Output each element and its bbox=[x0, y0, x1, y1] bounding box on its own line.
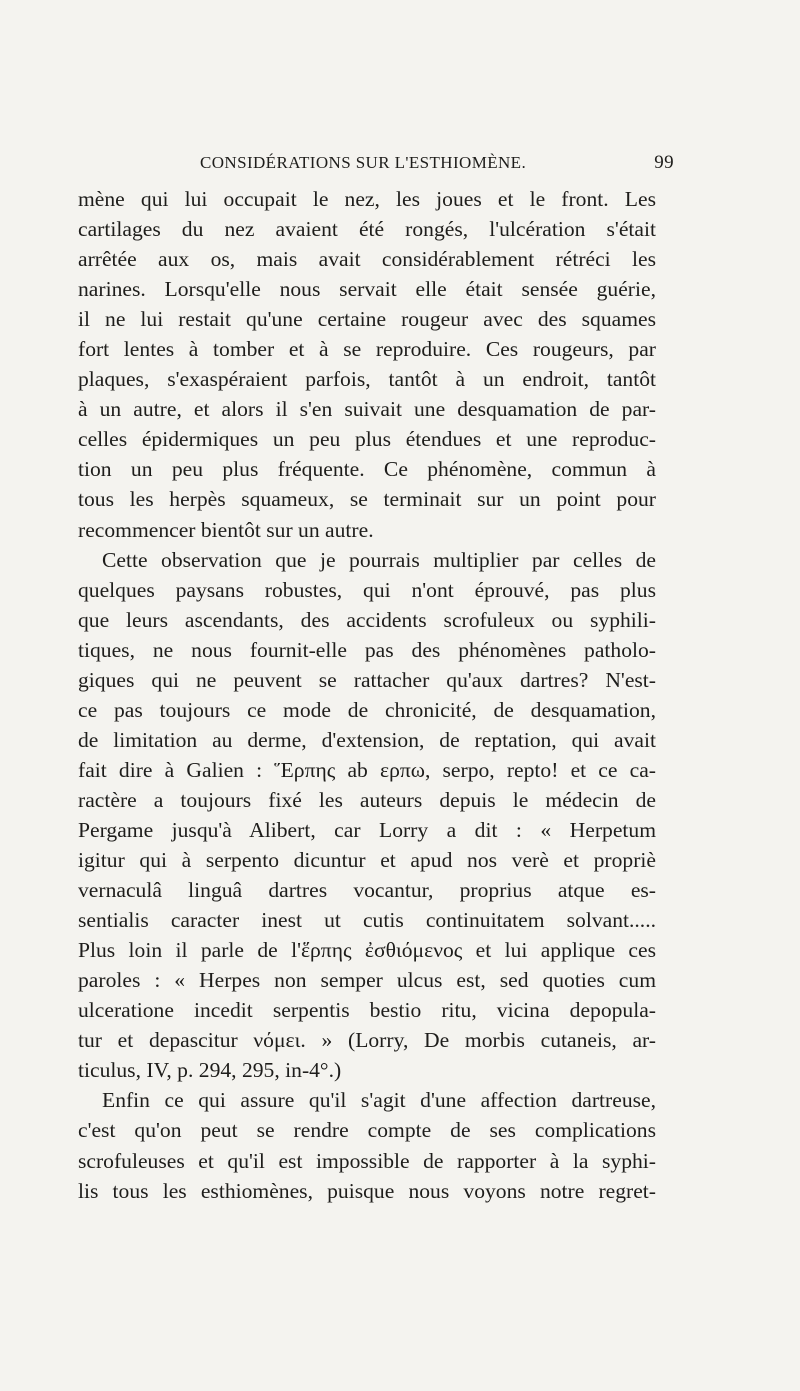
text-line: à un autre, et alors il s'en suivait une desquamation de par- bbox=[78, 397, 656, 422]
text-line: tur et depascitur νόμει. » (Lorry, De morbis cutaneis, ar- bbox=[78, 1028, 656, 1053]
text-line: sentialis caracter inest ut cutis continuitatem solvant..... bbox=[78, 908, 656, 933]
text-line: tion un peu plus fréquente. Ce phénomène, commun à bbox=[78, 457, 656, 482]
text-line: vernaculâ linguâ dartres vocantur, proprius atque es- bbox=[78, 878, 656, 903]
text-line: tiques, ne nous fournit-elle pas des phénomènes patholo- bbox=[78, 637, 656, 662]
text-line: plaques, s'exaspéraient parfois, tantôt à un endroit, tantôt bbox=[78, 367, 656, 392]
text-line: mène qui lui occupait le nez, les joues et le front. Les bbox=[78, 187, 656, 211]
text-line: scrofuleuses et qu'il est impossible de rapporter à la syphi- bbox=[78, 1148, 656, 1173]
text-line: fort lentes à tomber et à se reproduire. Ces rougeurs, par bbox=[78, 337, 656, 362]
text-line: giques qui ne peuvent se rattacher qu'aux dartres? N'est- bbox=[78, 667, 656, 692]
text-line: il ne lui restait qu'une certaine rougeur avec des squames bbox=[78, 307, 656, 332]
body-text bbox=[78, 184, 656, 1206]
text-line: Plus loin il parle de l'ἕρπης ἐσθιόμενος et lui applique ces bbox=[78, 938, 656, 963]
text-line: fait dire à Galien : Ἕρπης ab ερπω, serpo, repto! et ce ca- bbox=[78, 757, 656, 782]
text-line: narines. Lorsqu'elle nous servait elle était sensée guérie, bbox=[78, 277, 656, 302]
text-line: lis tous les esthiomènes, puisque nous voyons notre regret- bbox=[78, 1178, 656, 1203]
text-line: igitur qui à serpento dicuntur et apud nos verè et propriè bbox=[78, 848, 656, 873]
text-line: de limitation au derme, d'extension, de reptation, qui avait bbox=[78, 727, 656, 752]
text-line: ce pas toujours ce mode de chronicité, de desquamation, bbox=[78, 697, 656, 722]
running-title: CONSIDÉRATIONS SUR L'ESTHIOMÈNE. bbox=[200, 153, 527, 172]
text-line: Enfin ce qui assure qu'il s'agit d'une affection dartreuse, bbox=[102, 1088, 656, 1113]
text-line: que leurs ascendants, des accidents scrofuleux ou syphili- bbox=[78, 607, 656, 632]
text-line: cartilages du nez avaient été rongés, l'ulcération s'était bbox=[78, 217, 656, 242]
text-line: celles épidermiques un peu plus étendues et une reproduc- bbox=[78, 427, 656, 452]
text-line: paroles : « Herpes non semper ulcus est, sed quoties cum bbox=[78, 968, 656, 993]
page-number: 99 bbox=[654, 152, 674, 173]
text-line: quelques paysans robustes, qui n'ont éprouvé, pas plus bbox=[78, 577, 656, 602]
text-line: Cette observation que je pourrais multiplier par celles de bbox=[102, 547, 656, 572]
text-line: tous les herpès squameux, se terminait sur un point pour bbox=[78, 487, 656, 512]
text-line: arrêtée aux os, mais avait considérablement rétréci les bbox=[78, 247, 656, 272]
text-line: c'est qu'on peut se rendre compte de ses complications bbox=[78, 1118, 656, 1143]
text-line: recommencer bientôt sur un autre. bbox=[78, 517, 374, 542]
text-line: ractère a toujours fixé les auteurs depuis le médecin de bbox=[78, 787, 656, 812]
running-header bbox=[78, 152, 674, 174]
text-line: ticulus, IV, p. 294, 295, in-4°.) bbox=[78, 1058, 342, 1083]
text-line: ulceratione incedit serpentis bestio ritu, vicina depopula- bbox=[78, 998, 656, 1023]
text-line: Pergame jusqu'à Alibert, car Lorry a dit : « Herpetum bbox=[78, 817, 656, 842]
